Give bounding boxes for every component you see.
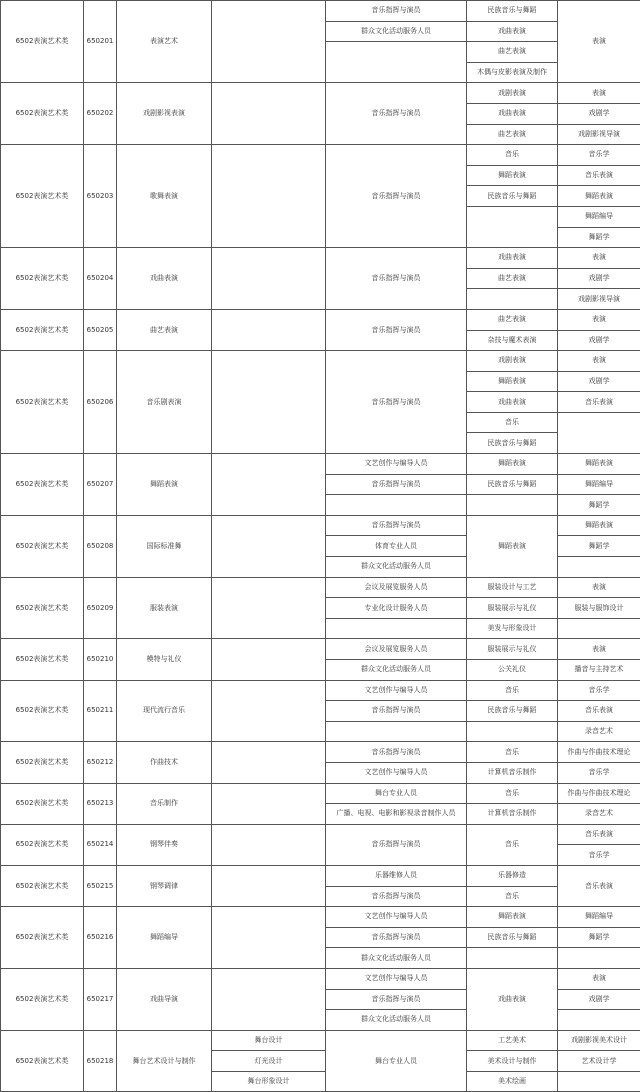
major-cell: 作曲技术 (117, 742, 212, 783)
vocational-cell: 民族音乐与舞蹈 (467, 474, 558, 495)
table-row (1, 968, 640, 989)
code-cell: 650208 (84, 515, 117, 577)
vocational-cell: 戏剧表演 (467, 351, 558, 372)
table-row (1, 309, 640, 330)
major-cell: 模特与礼仪 (117, 639, 212, 680)
code-cell: 650216 (84, 907, 117, 969)
code-cell: 650210 (84, 639, 117, 680)
undergraduate-cell: 表演 (558, 639, 640, 660)
undergraduate-cell: 舞蹈学 (558, 536, 640, 557)
vocational-cell: 公关礼仪 (467, 660, 558, 681)
code-cell: 650203 (84, 145, 117, 248)
table-row (1, 1, 640, 22)
extra-cell (212, 309, 326, 350)
major-cell: 舞蹈编导 (117, 907, 212, 969)
vocational-cell: 戏曲表演 (467, 248, 558, 269)
vocational-cell (467, 721, 558, 742)
extra-cell (212, 1, 326, 83)
occupation-cell: 音乐指挥与演员 (326, 515, 467, 536)
extra-cell (212, 680, 326, 742)
vocational-cell: 音乐 (467, 824, 558, 865)
undergraduate-cell: 表演 (558, 1, 640, 83)
vocational-cell: 美术绘画 (467, 1071, 558, 1092)
table-row (1, 783, 640, 804)
category-cell: 6502表演艺术类 (1, 577, 84, 639)
major-cell: 服装表演 (117, 577, 212, 639)
extra-cell: 舞台形象设计 (212, 1071, 326, 1092)
major-cell: 音乐剧表演 (117, 351, 212, 454)
occupation-cell: 音乐指挥与演员 (326, 824, 467, 865)
vocational-cell: 舞蹈表演 (467, 371, 558, 392)
undergraduate-cell: 舞蹈编导 (558, 206, 640, 227)
vocational-cell: 美术设计与制作 (467, 1051, 558, 1072)
code-cell: 650205 (84, 309, 117, 350)
table-row (1, 145, 640, 166)
vocational-cell: 戏曲表演 (467, 21, 558, 42)
category-cell: 6502表演艺术类 (1, 680, 84, 742)
undergraduate-cell: 表演 (558, 309, 640, 330)
occupation-cell (326, 42, 467, 83)
vocational-cell: 计算机音乐制作 (467, 804, 558, 825)
code-cell: 650214 (84, 824, 117, 865)
extra-cell (212, 248, 326, 310)
occupation-cell: 体育专业人员 (326, 536, 467, 557)
vocational-cell: 舞蹈表演 (467, 907, 558, 928)
undergraduate-cell: 表演 (558, 351, 640, 372)
vocational-cell: 戏曲表演 (467, 392, 558, 413)
category-cell: 6502表演艺术类 (1, 783, 84, 824)
major-cell: 钢琴调律 (117, 865, 212, 906)
extra-cell (212, 515, 326, 577)
code-cell: 650202 (84, 83, 117, 145)
major-cell: 戏曲导演 (117, 968, 212, 1030)
vocational-cell: 舞蹈表演 (467, 454, 558, 475)
vocational-cell (467, 948, 558, 969)
occupation-cell: 文艺创作与编导人员 (326, 454, 467, 475)
undergraduate-cell (558, 1010, 640, 1031)
occupation-cell: 音乐指挥与演员 (326, 145, 467, 248)
vocational-cell (467, 206, 558, 247)
table-row (1, 824, 640, 845)
extra-cell: 灯光设计 (212, 1051, 326, 1072)
table-row (1, 351, 640, 372)
table-row (1, 577, 640, 598)
undergraduate-cell: 音乐表演 (558, 392, 640, 413)
extra-cell: 舞台设计 (212, 1030, 326, 1051)
category-cell: 6502表演艺术类 (1, 968, 84, 1030)
occupation-cell: 音乐指挥与演员 (326, 989, 467, 1010)
extra-cell (212, 83, 326, 145)
vocational-cell: 工艺美术 (467, 1030, 558, 1051)
undergraduate-cell: 录音艺术 (558, 804, 640, 825)
code-cell: 650215 (84, 865, 117, 906)
undergraduate-cell: 音乐表演 (558, 165, 640, 186)
category-cell: 6502表演艺术类 (1, 1, 84, 83)
occupation-cell: 广播、电视、电影和影视录音制作人员 (326, 804, 467, 825)
occupation-cell: 群众文化活动服务人员 (326, 660, 467, 681)
code-cell: 650211 (84, 680, 117, 742)
undergraduate-cell: 舞蹈表演 (558, 186, 640, 207)
occupation-cell: 文艺创作与编导人员 (326, 762, 467, 783)
vocational-cell: 民族音乐与舞蹈 (467, 1, 558, 22)
undergraduate-cell: 音乐学 (558, 845, 640, 866)
vocational-cell: 曲艺表演 (467, 268, 558, 289)
undergraduate-cell: 戏剧学 (558, 268, 640, 289)
table-row (1, 515, 640, 536)
extra-cell (212, 783, 326, 824)
undergraduate-cell: 音乐学 (558, 680, 640, 701)
vocational-cell: 舞蹈表演 (467, 515, 558, 577)
vocational-cell: 曲艺表演 (467, 42, 558, 63)
undergraduate-cell: 表演 (558, 83, 640, 104)
occupation-cell: 舞台专业人员 (326, 1030, 467, 1092)
category-cell: 6502表演艺术类 (1, 907, 84, 969)
occupation-cell: 音乐指挥与演员 (326, 701, 467, 722)
vocational-cell: 服装设计与工艺 (467, 577, 558, 598)
code-cell: 650209 (84, 577, 117, 639)
major-cell: 戏剧影视表演 (117, 83, 212, 145)
undergraduate-cell: 舞蹈学 (558, 495, 640, 516)
undergraduate-cell: 舞蹈编导 (558, 907, 640, 928)
table-row (1, 639, 640, 660)
undergraduate-cell (558, 557, 640, 578)
occupation-cell: 音乐指挥与演员 (326, 351, 467, 454)
undergraduate-cell: 舞蹈表演 (558, 515, 640, 536)
major-cell: 国际标准舞 (117, 515, 212, 577)
vocational-cell: 民族音乐与舞蹈 (467, 927, 558, 948)
undergraduate-cell: 舞蹈学 (558, 927, 640, 948)
category-cell: 6502表演艺术类 (1, 454, 84, 516)
occupation-cell: 群众文化活动服务人员 (326, 557, 467, 578)
extra-cell (212, 907, 326, 969)
occupation-cell: 音乐指挥与演员 (326, 309, 467, 350)
occupation-cell: 音乐指挥与演员 (326, 742, 467, 763)
extra-cell (212, 577, 326, 639)
occupation-cell: 音乐指挥与演员 (326, 927, 467, 948)
vocational-cell (467, 495, 558, 516)
undergraduate-cell: 戏剧学 (558, 330, 640, 351)
occupation-cell: 群众文化活动服务人员 (326, 948, 467, 969)
major-cell: 音乐制作 (117, 783, 212, 824)
category-cell: 6502表演艺术类 (1, 309, 84, 350)
major-cell: 曲艺表演 (117, 309, 212, 350)
vocational-cell: 乐器修造 (467, 865, 558, 886)
table-row (1, 865, 640, 886)
major-cell: 歌舞表演 (117, 145, 212, 248)
vocational-cell: 杂技与魔术表演 (467, 330, 558, 351)
vocational-cell: 音乐 (467, 783, 558, 804)
occupation-cell: 文艺创作与编导人员 (326, 968, 467, 989)
vocational-cell: 美发与形象设计 (467, 618, 558, 639)
table-row (1, 680, 640, 701)
category-cell: 6502表演艺术类 (1, 865, 84, 906)
category-cell: 6502表演艺术类 (1, 742, 84, 783)
undergraduate-cell (558, 618, 640, 639)
major-cell: 戏曲表演 (117, 248, 212, 310)
extra-cell (212, 639, 326, 680)
code-cell: 650212 (84, 742, 117, 783)
vocational-cell: 民族音乐与舞蹈 (467, 186, 558, 207)
occupation-cell (326, 495, 467, 516)
category-cell: 6502表演艺术类 (1, 145, 84, 248)
vocational-cell: 民族音乐与舞蹈 (467, 701, 558, 722)
table-row (1, 454, 640, 475)
major-cell: 钢琴伴奏 (117, 824, 212, 865)
code-cell: 650201 (84, 1, 117, 83)
undergraduate-cell: 播音与主持艺术 (558, 660, 640, 681)
undergraduate-cell: 音乐表演 (558, 824, 640, 845)
major-cell: 表演艺术 (117, 1, 212, 83)
vocational-cell: 民族音乐与舞蹈 (467, 433, 558, 454)
extra-cell (212, 742, 326, 783)
extra-cell (212, 145, 326, 248)
undergraduate-cell (558, 1071, 640, 1092)
undergraduate-cell: 表演 (558, 968, 640, 989)
occupation-cell: 舞台专业人员 (326, 783, 467, 804)
undergraduate-cell: 音乐表演 (558, 865, 640, 906)
undergraduate-cell: 戏剧影视导演 (558, 124, 640, 145)
vocational-cell: 戏曲表演 (467, 968, 558, 1030)
vocational-cell: 戏剧表演 (467, 83, 558, 104)
vocational-cell: 舞蹈表演 (467, 165, 558, 186)
code-cell: 650206 (84, 351, 117, 454)
undergraduate-cell: 戏剧学 (558, 103, 640, 124)
category-cell: 6502表演艺术类 (1, 515, 84, 577)
vocational-cell: 戏曲表演 (467, 103, 558, 124)
undergraduate-cell: 舞蹈学 (558, 227, 640, 248)
undergraduate-cell: 表演 (558, 577, 640, 598)
code-cell: 650207 (84, 454, 117, 516)
occupation-cell: 音乐指挥与演员 (326, 1, 467, 22)
table-row (1, 907, 640, 928)
vocational-cell (467, 289, 558, 310)
occupation-cell: 音乐指挥与演员 (326, 248, 467, 310)
undergraduate-cell: 作曲与作曲技术理论 (558, 742, 640, 763)
category-cell: 6502表演艺术类 (1, 83, 84, 145)
code-cell: 650213 (84, 783, 117, 824)
occupation-cell: 音乐指挥与演员 (326, 83, 467, 145)
undergraduate-cell: 录音艺术 (558, 721, 640, 742)
category-cell: 6502表演艺术类 (1, 1030, 84, 1092)
vocational-cell: 曲艺表演 (467, 124, 558, 145)
occupation-cell (326, 721, 467, 742)
vocational-cell: 服装展示与礼仪 (467, 639, 558, 660)
vocational-cell: 音乐 (467, 145, 558, 166)
undergraduate-cell: 舞蹈编导 (558, 474, 640, 495)
undergraduate-cell: 戏剧学 (558, 371, 640, 392)
occupation-cell: 群众文化活动服务人员 (326, 21, 467, 42)
undergraduate-cell: 戏剧学 (558, 989, 640, 1010)
undergraduate-cell: 音乐学 (558, 762, 640, 783)
table-row (1, 742, 640, 763)
extra-cell (212, 968, 326, 1030)
undergraduate-cell: 舞蹈表演 (558, 454, 640, 475)
occupation-cell (326, 618, 467, 639)
code-cell: 650218 (84, 1030, 117, 1092)
vocational-cell: 音乐 (467, 742, 558, 763)
undergraduate-cell (558, 412, 640, 453)
category-cell: 6502表演艺术类 (1, 639, 84, 680)
major-cell: 舞台艺术设计与制作 (117, 1030, 212, 1092)
undergraduate-cell (558, 948, 640, 969)
extra-cell (212, 351, 326, 454)
code-cell: 650204 (84, 248, 117, 310)
occupation-cell: 音乐指挥与演员 (326, 886, 467, 907)
undergraduate-cell: 表演 (558, 248, 640, 269)
occupation-cell: 群众文化活动服务人员 (326, 1010, 467, 1031)
extra-cell (212, 454, 326, 516)
occupation-cell: 音乐指挥与演员 (326, 474, 467, 495)
occupation-cell: 专业化设计服务人员 (326, 598, 467, 619)
undergraduate-cell: 音乐表演 (558, 701, 640, 722)
vocational-cell: 音乐 (467, 412, 558, 433)
vocational-cell: 曲艺表演 (467, 309, 558, 330)
table-row (1, 1030, 640, 1051)
undergraduate-cell: 服装与服饰设计 (558, 598, 640, 619)
extra-cell (212, 865, 326, 906)
undergraduate-cell: 戏剧影视美术设计 (558, 1030, 640, 1051)
category-cell: 6502表演艺术类 (1, 824, 84, 865)
category-cell: 6502表演艺术类 (1, 351, 84, 454)
major-cell: 现代流行音乐 (117, 680, 212, 742)
table-row (1, 248, 640, 269)
occupation-cell: 文艺创作与编导人员 (326, 907, 467, 928)
undergraduate-cell: 作曲与作曲技术理论 (558, 783, 640, 804)
undergraduate-cell: 戏剧影视导演 (558, 289, 640, 310)
vocational-cell: 音乐 (467, 886, 558, 907)
vocational-cell: 木偶与皮影表演及制作 (467, 62, 558, 83)
undergraduate-cell: 音乐学 (558, 145, 640, 166)
undergraduate-cell: 艺术设计学 (558, 1051, 640, 1072)
extra-cell (212, 824, 326, 865)
occupation-cell: 乐器维修人员 (326, 865, 467, 886)
table-row (1, 83, 640, 104)
vocational-cell: 音乐 (467, 680, 558, 701)
occupation-cell: 文艺创作与编导人员 (326, 680, 467, 701)
major-cell: 舞蹈表演 (117, 454, 212, 516)
code-cell: 650217 (84, 968, 117, 1030)
category-cell: 6502表演艺术类 (1, 248, 84, 310)
occupation-cell: 会议及展览服务人员 (326, 577, 467, 598)
occupation-cell: 会议及展览服务人员 (326, 639, 467, 660)
vocational-cell: 服装展示与礼仪 (467, 598, 558, 619)
vocational-cell: 计算机音乐制作 (467, 762, 558, 783)
